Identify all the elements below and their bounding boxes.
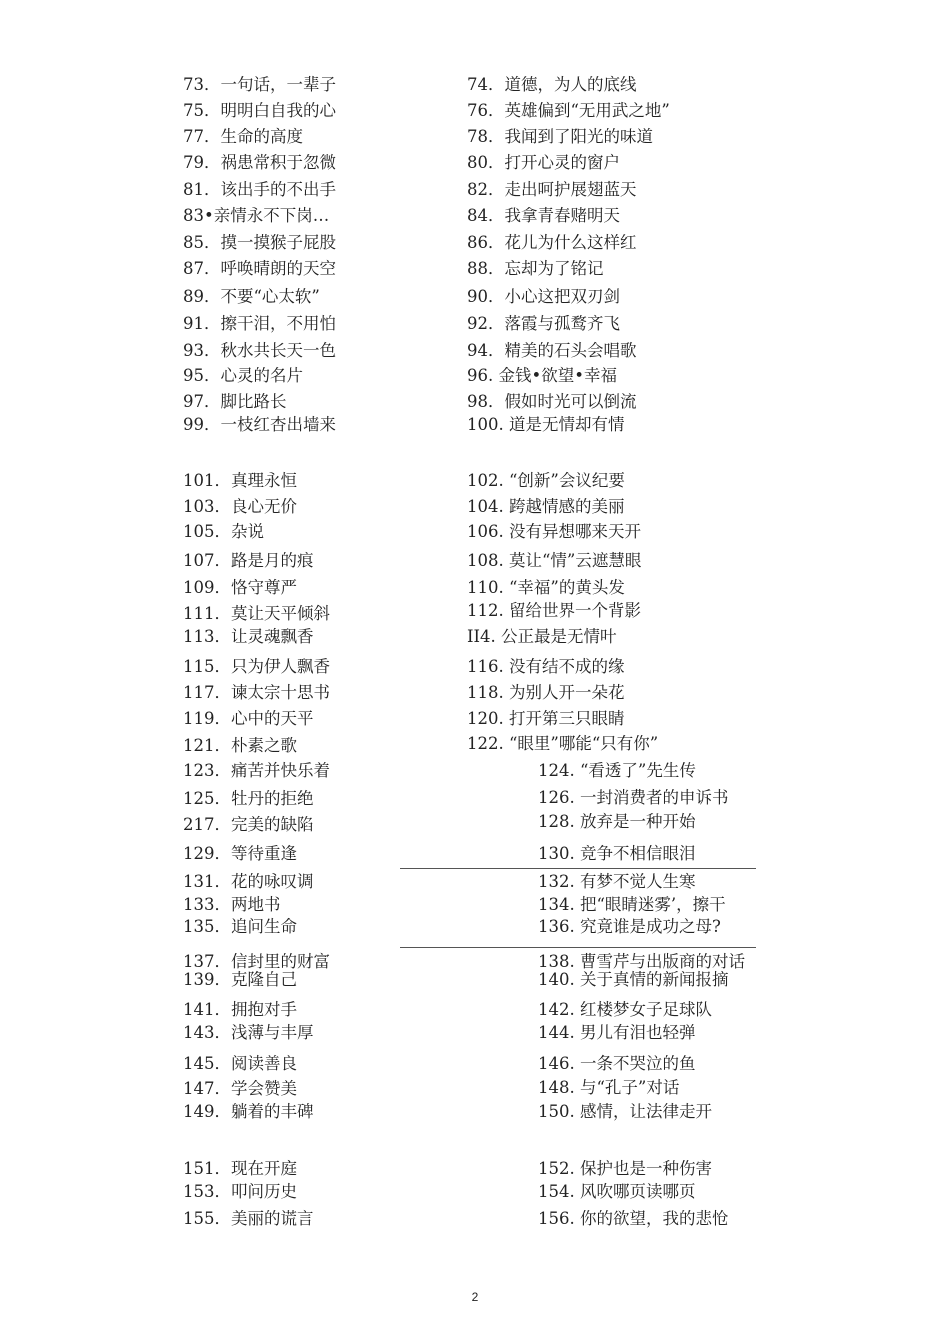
list-item: 133．两地书 (183, 895, 281, 914)
list-item: 89．不要“心太软” (183, 287, 320, 306)
list-item: 122. “眼里”哪能“只有你” (467, 734, 659, 753)
list-item: 102. “创新”会议纪要 (467, 471, 625, 490)
list-item: 140. 关于真情的新闻报摘 (538, 970, 729, 989)
list-item: 146. 一条不哭泣的鱼 (538, 1054, 696, 1073)
list-item: 156. 你的欲望，我的悲怆 (538, 1209, 729, 1228)
list-item: 151．现在开庭 (183, 1159, 297, 1178)
list-item: 124. “看透了”先生传 (538, 761, 696, 780)
list-item: 135．追问生命 (183, 917, 297, 936)
list-item: 139．克隆自己 (183, 970, 297, 989)
list-item: 123．痛苦并快乐着 (183, 761, 330, 780)
list-item: 128. 放弃是一种开始 (538, 812, 696, 831)
list-item: 149．躺着的丰碑 (183, 1102, 314, 1121)
list-item: 217．完美的缺陷 (183, 815, 314, 834)
list-item: 153．叩问历史 (183, 1182, 297, 1201)
list-item: 84．我拿青春赌明天 (467, 206, 620, 225)
list-item: 134. 把“眼睛迷雾’，擦干 (538, 895, 726, 914)
list-item: 115．只为伊人飘香 (183, 657, 330, 676)
list-item: 152. 保护也是一种伤害 (538, 1159, 712, 1178)
list-item: II4. 公正最是无情叶 (467, 627, 617, 646)
list-item: 106. 没有异想哪来天开 (467, 522, 641, 541)
list-item: 119．心中的天平 (183, 709, 314, 728)
list-item: 141．拥抱对手 (183, 1000, 297, 1019)
list-item: 74．道德，为人的底线 (467, 75, 637, 94)
list-item: 90．小心这把双刃剑 (467, 287, 620, 306)
list-item: 112. 留给世界一个背影 (467, 601, 641, 620)
list-item: 143．浅薄与丰厚 (183, 1023, 314, 1042)
list-item: 132. 有梦不觉人生寒 (538, 872, 696, 891)
list-item: 103．良心无价 (183, 497, 297, 516)
list-item: 93．秋水共长天一色 (183, 341, 336, 360)
list-item: 147．学会赞美 (183, 1079, 297, 1098)
list-item: 138. 曹雪芹与出版商的对话 (538, 952, 745, 971)
list-item: 105．杂说 (183, 522, 264, 541)
list-item: 118. 为别人开一朵花 (467, 683, 625, 702)
list-item: 78．我闻到了阳光的味道 (467, 127, 653, 146)
list-item: 87．呼唤晴朗的天空 (183, 259, 336, 278)
list-item: 113．让灵魂飘香 (183, 627, 314, 646)
horizontal-rule (400, 947, 756, 948)
list-item: 81．该出手的不出手 (183, 180, 336, 199)
list-item: 137．信封里的财富 (183, 952, 330, 971)
list-item: 155．美丽的谎言 (183, 1209, 314, 1228)
list-item: 121．朴素之歌 (183, 736, 297, 755)
list-item: 100. 道是无情却有情 (467, 415, 625, 434)
list-item: 120. 打开第三只眼睛 (467, 709, 625, 728)
list-item: 80．打开心灵的窗户 (467, 153, 620, 172)
list-item: 126. 一封消费者的申诉书 (538, 788, 729, 807)
horizontal-rule (400, 868, 756, 869)
list-item: 116. 没有结不成的缘 (467, 657, 625, 676)
list-item: 95．心灵的名片 (183, 366, 303, 385)
list-item: 98．假如时光可以倒流 (467, 392, 637, 411)
list-item: 96. 金钱•欲望•幸福 (467, 366, 617, 385)
list-item: 131．花的咏叹调 (183, 872, 314, 891)
list-item: 101．真理永恒 (183, 471, 297, 490)
list-item: 88．忘却为了铭记 (467, 259, 604, 278)
list-item: 76．英雄偏到“无用武之地” (467, 101, 670, 120)
page-number: 2 (471, 1290, 479, 1304)
list-item: 154. 风吹哪页读哪页 (538, 1182, 696, 1201)
list-item: 144. 男儿有泪也轻弹 (538, 1023, 696, 1042)
list-item: 97．脚比路长 (183, 392, 287, 411)
list-item: 82．走出呵护展翅蓝天 (467, 180, 637, 199)
list-item: 86．花儿为什么这样红 (467, 233, 637, 252)
list-item: 142. 红楼梦女子足球队 (538, 1000, 712, 1019)
list-item: 83•亲情永不下岗… (183, 206, 330, 225)
list-item: 150. 感情，让法律走开 (538, 1102, 712, 1121)
list-item: 125．牡丹的拒绝 (183, 789, 314, 808)
list-item: 107．路是月的痕 (183, 551, 314, 570)
list-item: 104. 跨越情感的美丽 (467, 497, 625, 516)
list-item: 110. “幸福”的黄头发 (467, 578, 625, 597)
list-item: 117．谏太宗十思书 (183, 683, 330, 702)
list-item: 91．擦干泪，不用怕 (183, 314, 336, 333)
list-item: 75．明明白自我的心 (183, 101, 336, 120)
list-item: 73．一句话，一辈子 (183, 75, 336, 94)
list-item: 136. 究竟谁是成功之母? (538, 917, 721, 936)
list-item: 94．精美的石头会唱歌 (467, 341, 637, 360)
list-item: 130. 竞争不相信眼泪 (538, 844, 696, 863)
list-item: 145．阅读善良 (183, 1054, 297, 1073)
list-item: 79．祸患常积于忽微 (183, 153, 336, 172)
list-item: 129．等待重逢 (183, 844, 297, 863)
list-item: 109．恪守尊严 (183, 578, 297, 597)
list-item: 92．落霞与孤鹜齐飞 (467, 314, 620, 333)
list-item: 99．一枝红杏出墙来 (183, 415, 336, 434)
list-item: 111．莫让天平倾斜 (183, 604, 330, 623)
list-item: 148. 与“孔子”对话 (538, 1078, 680, 1097)
list-item: 77．生命的高度 (183, 127, 303, 146)
list-item: 85．摸一摸猴子屁股 (183, 233, 336, 252)
list-item: 108. 莫让“情”云遮慧眼 (467, 551, 642, 570)
